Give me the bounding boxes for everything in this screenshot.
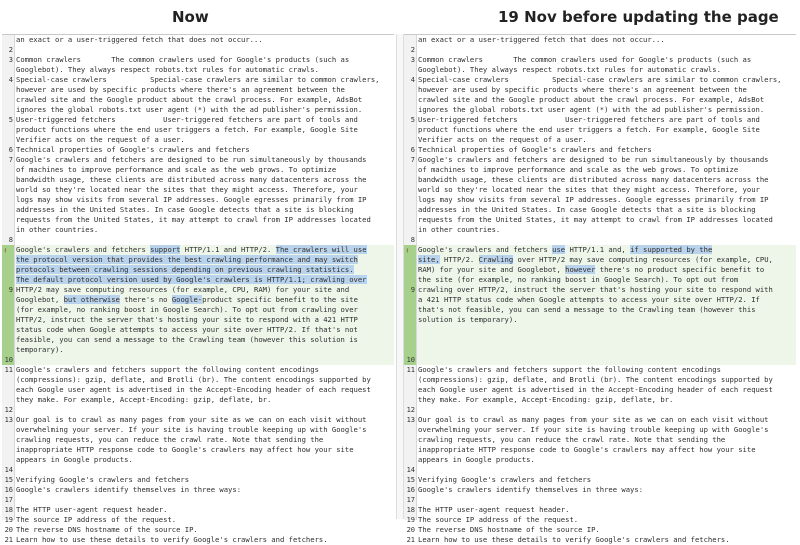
line-number [404,325,416,335]
line-number: 8 [8,236,13,244]
line-number: 5 [410,116,415,124]
right-pane-title: 19 Nov before updating the page [498,8,779,26]
line-number: 20 [4,526,13,534]
diff-line: status code when Google attempts to access your site over HTTP/2. If that's not [16,325,358,334]
line-number [2,95,14,105]
line-number [404,345,416,355]
line-number: 12 [406,406,415,414]
diff-line [418,355,794,365]
diff-line: (compressions): gzip, deflate, and Brotli (br). The content encodings supported by [16,375,371,384]
diff-line: inappropriate HTTP response code to Google's crawlers may affect how your site [16,445,354,454]
diff-line: The HTTP user-agent request header. [16,505,168,514]
line-number [404,455,416,465]
line-number: 10 [406,356,415,364]
diff-line: of machines to improve performance and scale as the web grows. To optimize [418,165,739,174]
diff-line: Special-case crawlers Special-case crawlers are similar to common crawlers, [418,75,782,84]
diff-line: Google's crawlers and fetchers are designed to be run simultaneously by thousands [16,155,367,164]
diff-line: addresses in the United States. In case Google detects that a site is blocking [418,205,756,214]
diff-line: crawled site and the Google product about the crawl process. For example, AdsBot [16,95,363,104]
line-number: 13 [406,416,415,424]
line-number: 7 [410,156,415,164]
line-number [404,435,416,445]
line-number: 21 [406,536,415,544]
line-number [404,95,416,105]
pane-divider[interactable] [396,34,404,519]
diff-line: requests from the United States, it may attempt to crawl from IP addresses located [16,215,371,224]
line-number: 7 [8,156,13,164]
arrow-up-icon[interactable]: ⬆ [3,246,8,255]
left-diff-pane[interactable] [2,34,394,544]
diff-line: User-triggered fetchers User-triggered fetchers are part of tools and [16,115,358,124]
diff-line: an exact or a user-triggered fetch that does not occur... [16,35,263,44]
right-diff-pane[interactable] [404,34,796,544]
diff-line: HTTP/2, instruct the server that's hosting your site to respond with a 421 HTTP [16,315,358,324]
line-number [2,105,14,115]
line-number: 9 [410,286,415,294]
diff-line [16,45,392,55]
line-number [404,175,416,185]
diff-line: Verifier acts on the request of a user. [16,135,185,144]
diff-line: addresses in the United States. In case Google detects that a site is blocking [16,205,354,214]
line-number: 3 [410,56,415,64]
line-number [404,225,416,235]
diff-line: Our goal is to crawl as many pages from your site as we can on each visit without [16,415,367,424]
diff-line: Our goal is to crawl as many pages from your site as we can on each visit without [418,415,769,424]
line-number [2,265,14,275]
diff-line: The reverse DNS hostname of the source IP. [16,525,198,534]
line-number: 14 [406,466,415,474]
diff-line: The HTTP user-agent request header. [418,505,570,514]
diff-line: Google's crawlers and fetchers support HTTP/1.1 and HTTP/2. The crawlers will use [16,245,367,254]
line-number [404,275,416,285]
line-number [404,215,416,225]
line-number [404,255,416,265]
diff-line: Common crawlers The common crawlers used for Google's products (such as [16,55,350,64]
line-number [2,295,14,305]
diff-line: bandwidth usage, these clients are distributed across many datacenters across the [418,175,769,184]
diff-line: product functions where the end user triggers a fetch. For example, Google Site [418,125,760,134]
line-number [2,65,14,75]
line-number [2,165,14,175]
line-number [2,395,14,405]
diff-line: crawling requests, you can reduce the crawl rate. Note that sending the [16,435,324,444]
diff-line [16,235,392,245]
diff-line: Google's crawlers identify themselves in three ways: [418,485,644,494]
line-number: 4 [8,76,13,84]
diff-line: Googlebot). They always respect robots.txt rules for automatic crawls. [418,65,721,74]
diff-line: a 421 HTTP status code when Google attempts to access your site over HTTP/2. If [418,295,760,304]
line-number [2,385,14,395]
line-number: 18 [406,506,415,514]
line-number [2,85,14,95]
diff-line: in other countries. [16,225,99,234]
line-number [404,205,416,215]
diff-line: Verifier acts on the request of a user. [418,135,587,144]
diff-line: requests from the United States, it may attempt to crawl from IP addresses located [418,215,773,224]
diff-line: Google's crawlers and fetchers support the following content encodings [418,365,721,374]
diff-line [16,495,392,505]
diff-line: overwhelming your server. If your site is having trouble keeping up with Google's [16,425,367,434]
left-line-list [15,35,394,544]
line-number [2,125,14,135]
line-number [404,165,416,175]
diff-line: logs may show visits from several IP addresses. Google egresses primarily from IP [16,195,367,204]
diff-line: crawling requests, you can reduce the crawl rate. Note that sending the [418,435,726,444]
diff-line: logs may show visits from several IP addresses. Google egresses primarily from IP [418,195,769,204]
line-number: 20 [406,526,415,534]
line-number [2,445,14,455]
diff-line: User-triggered fetchers User-triggered fetchers are part of tools and [418,115,760,124]
line-number [404,425,416,435]
diff-line: that's not feasible, you can send a message to the Crawling team (however this [418,305,756,314]
diff-line: Verifying Google's crawlers and fetchers [16,475,190,484]
diff-line: Special-case crawlers Special-case crawlers are similar to common crawlers, [16,75,380,84]
line-number [404,105,416,115]
line-number [2,345,14,355]
diff-line: (compressions): gzip, deflate, and Brotli (br). The content encodings supported by [418,375,773,384]
diff-line [418,495,794,505]
line-number: 17 [406,496,415,504]
diff-line: they make. For example, Accept-Encoding: gzip, deflate, br. [418,395,674,404]
line-number: 19 [4,516,13,524]
line-number [2,185,14,195]
diff-line: Common crawlers The common crawlers used for Google's products (such as [418,55,752,64]
line-number: 6 [8,146,13,154]
line-number [2,275,14,285]
diff-line [418,235,794,245]
line-number [2,375,14,385]
line-number: 5 [8,116,13,124]
line-number [404,185,416,195]
diff-line: The reverse DNS hostname of the source IP. [418,525,600,534]
line-number [2,175,14,185]
diff-line [418,405,794,415]
diff-line: each Google user agent is advertised in the Accept-Encoding header of each request [16,385,371,394]
diff-line: ignores the global robots.txt user agent (*) with the ad publisher's permission. [16,105,363,114]
line-number: 18 [4,506,13,514]
diff-line: product functions where the end user triggers a fetch. For example, Google Site [16,125,358,134]
diff-line [16,465,392,475]
line-number: 6 [410,146,415,154]
diff-line: crawling over HTTP/2, instruct the server that's hosting your site to respond with [418,285,773,294]
line-number: 4 [410,76,415,84]
line-number [2,315,14,325]
diff-line: Verifying Google's crawlers and fetchers [418,475,592,484]
diff-line: an exact or a user-triggered fetch that does not occur... [418,35,665,44]
diff-line: Googlebot, but otherwise there's no Google-product specific benefit to the site [16,295,358,304]
line-number [404,445,416,455]
line-number [404,265,416,275]
line-number: 2 [8,46,13,54]
line-number: 21 [4,536,13,544]
line-number: 3 [8,56,13,64]
line-number: 13 [4,416,13,424]
diff-line: overwhelming your server. If your site is having trouble keeping up with Google's [418,425,769,434]
line-number [404,375,416,385]
diff-line [418,345,794,355]
right-line-list [417,35,796,544]
diff-line: they make. For example, Accept-Encoding: gzip, deflate, br. [16,395,272,404]
diff-line: Learn how to use these details to verify Google's crawlers and fetchers. [418,535,730,544]
line-number [404,135,416,145]
line-number: 15 [406,476,415,484]
line-number: 10 [4,356,13,364]
diff-line [16,355,392,365]
line-number: 16 [406,486,415,494]
line-number [2,205,14,215]
diff-line: Google's crawlers and fetchers are designed to be run simultaneously by thousands [418,155,769,164]
line-number: 17 [4,496,13,504]
line-number: 9 [8,286,13,294]
diff-line: HTTP/2 may save computing resources (for example, CPU, RAM) for your site and [16,285,350,294]
diff-line: RAM) for your site and Googlebot, however there's no product specific benefit to [418,265,765,274]
diff-line: feasible, you can send a message to the Crawling team (however this solution is [16,335,358,344]
diff-line: each Google user agent is advertised in the Accept-Encoding header of each request [418,385,773,394]
line-number [2,255,14,265]
line-number [2,225,14,235]
diff-line: the site (for example, no ranking boost in Google Search). To opt out from [418,275,739,284]
line-number [2,435,14,445]
diff-line: The source IP address of the request. [418,515,579,524]
line-number: 15 [4,476,13,484]
diff-line: world so they're located near the sites that they might access. Therefore, your [16,185,358,194]
diff-line: of machines to improve performance and scale as the web grows. To optimize [16,165,337,174]
line-number [404,295,416,305]
line-number: 14 [4,466,13,474]
line-number [404,35,416,45]
diff-line: Googlebot). They always respect robots.txt rules for automatic crawls. [16,65,319,74]
line-number [404,85,416,95]
line-number: 8 [410,236,415,244]
line-number [2,305,14,315]
line-number: 19 [406,516,415,524]
diff-line: in other countries. [418,225,501,234]
line-number: 11 [406,366,415,374]
diff-line: Technical properties of Google's crawlers and fetchers [16,145,250,154]
line-number: 11 [4,366,13,374]
diff-line: protocols between crawling sessions depending on previous crawling statistics. [16,265,354,274]
diff-line: appears in Google products. [418,455,535,464]
line-number [404,315,416,325]
line-number [2,455,14,465]
diff-line: (for example, no ranking boost in Google Search). To opt out from crawling over [16,305,358,314]
diff-line: inappropriate HTTP response code to Google's crawlers may affect how your site [418,445,756,454]
line-number: 12 [4,406,13,414]
line-number [404,305,416,315]
diff-line: world so they're located near the sites that they might access. Therefore, your [418,185,760,194]
line-number: 16 [4,486,13,494]
diff-line: temporary). [16,345,64,354]
diff-line: Technical properties of Google's crawlers and fetchers [418,145,652,154]
line-number [404,385,416,395]
line-number [404,65,416,75]
diff-line: however are used by specific products where there's an agreement between the [418,85,747,94]
line-number [2,195,14,205]
diff-line [418,325,794,335]
diff-line: The default protocol version used by Google's crawlers is HTTP/1.1; crawling over [16,275,367,284]
diff-line: the protocol version that provides the best crawling performance and may switch [16,255,358,264]
diff-line: ignores the global robots.txt user agent (*) with the ad publisher's permission. [418,105,765,114]
line-number [2,335,14,345]
arrow-up-icon[interactable]: ⬆ [405,246,410,255]
diff-line: solution is temporary). [418,315,518,324]
line-number [2,245,14,255]
diff-line [16,405,392,415]
line-number [2,325,14,335]
diff-line [418,465,794,475]
left-pane-title: Now [172,8,209,26]
line-number [2,35,14,45]
diff-line: however are used by specific products where there's an agreement between the [16,85,345,94]
diff-line: bandwidth usage, these clients are distributed across many datacenters across the [16,175,367,184]
line-number: 2 [410,46,415,54]
diff-line [418,335,794,345]
diff-line: The source IP address of the request. [16,515,177,524]
line-number [404,335,416,345]
diff-line [418,45,794,55]
diff-line: crawled site and the Google product about the crawl process. For example, AdsBot [418,95,765,104]
diff-line: Google's crawlers identify themselves in three ways: [16,485,242,494]
line-number [2,215,14,225]
line-number [404,245,416,255]
line-number [404,395,416,405]
line-number [2,135,14,145]
diff-line: appears in Google products. [16,455,133,464]
diff-line: site, HTTP/2. Crawling over HTTP/2 may save computing resources (for example, CPU, [418,255,773,264]
diff-line: Google's crawlers and fetchers use HTTP/1.1 and, if supported by the [418,245,713,254]
comparison-header [0,0,800,34]
line-number [404,195,416,205]
diff-line: Google's crawlers and fetchers support the following content encodings [16,365,319,374]
line-number [2,425,14,435]
line-number [404,125,416,135]
diff-line: Learn how to use these details to verify Google's crawlers and fetchers. [16,535,328,544]
